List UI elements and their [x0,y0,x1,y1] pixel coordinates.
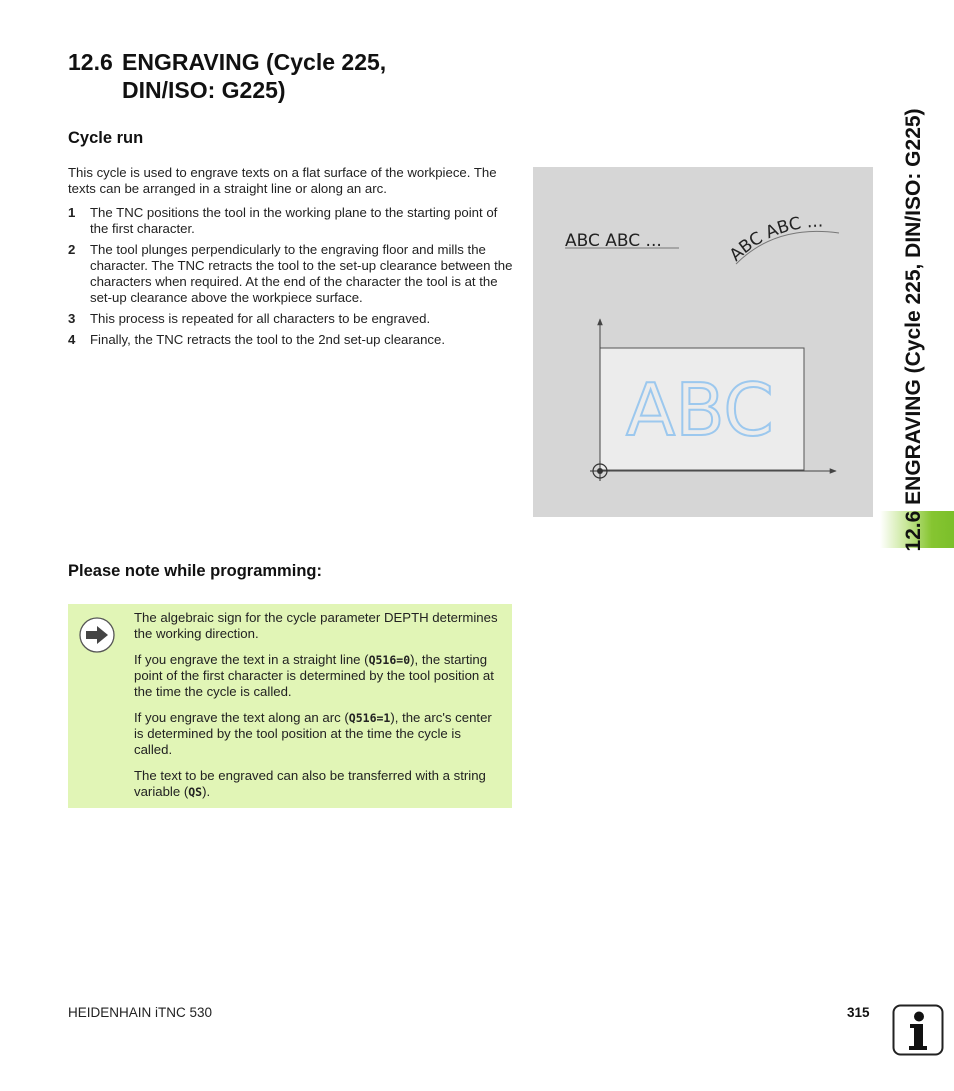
note-text-part: ). [202,784,211,799]
cycle-run-intro: This cycle is used to engrave texts on a flat surface of the workpiece. The texts can be arranged in a straight line or along an arc. [68,165,497,196]
arc-text-path: ABC ABC ... [725,211,824,266]
note-text-part: ), the starting point of the first character is determined by the tool position at the time the cycle is called. [134,652,494,699]
section-title [68,48,386,104]
engraved-text: ABC [626,368,774,452]
note-text-part: If you engrave the text along an arc ( [134,710,349,725]
note-text-part: ), the arc's center is determined by the tool position at the time the cycle is called. [134,710,492,757]
side-running-title: 12.6 ENGRAVING (Cycle 225, DIN/ISO: G225) [902,108,925,552]
note-paragraph-4 [134,768,500,800]
note-text-part: If you engrave the text in a straight line ( [134,652,369,667]
cycle-run-heading: Cycle run [68,129,144,147]
note-paragraph-1: The algebraic sign for the cycle parameter DEPTH determines the working direction. [134,610,498,641]
parameter-code: Q516=1 [348,711,391,725]
step-text: The TNC positions the tool in the working plane to the starting point of the first character. [90,205,498,236]
note-text [134,610,500,810]
step-number: 4 [68,332,76,347]
step-text: Finally, the TNC retracts the tool to the 2nd set-up clearance. [90,332,446,347]
info-icon [892,1004,944,1056]
section-title-line2: DIN/ISO: G225) [122,77,286,103]
engraving-figure [533,167,873,517]
arrow-right-icon [78,616,116,654]
step-number: 1 [68,205,76,220]
note-paragraph-2 [134,652,500,700]
step-item [68,332,518,348]
step-text: This process is repeated for all characters to be engraved. [90,311,431,326]
note-text-part: The text to be engraved can also be transferred with a string variable ( [134,768,486,799]
section-number: 12.6 [68,49,113,75]
footer-manual-name: HEIDENHAIN iTNC 530 [68,1005,213,1020]
step-item [68,311,518,327]
parameter-code: QS [188,785,203,799]
engraving-illustration [533,167,873,517]
section-title-line1: ENGRAVING (Cycle 225, [122,49,387,75]
cycle-run-steps [68,205,518,348]
parameter-code: Q516=0 [368,653,411,667]
step-item [68,242,518,306]
step-number: 2 [68,242,76,257]
notes-heading: Please note while programming: [68,562,322,580]
note-box [68,604,512,808]
note-paragraph-3 [134,710,500,758]
step-number: 3 [68,311,76,326]
straight-text-sample: ABC ABC ... [565,231,662,251]
page-number: 315 [847,1005,870,1020]
step-item [68,205,518,237]
step-text: The tool plunges perpendicularly to the engraving floor and mills the character. The TNC retracts the tool to the set-up clearance between the characters when required. At the end of the character the tool is at the set-up clearance above the workpiece surface. [90,242,513,305]
cycle-run-body [68,165,518,353]
